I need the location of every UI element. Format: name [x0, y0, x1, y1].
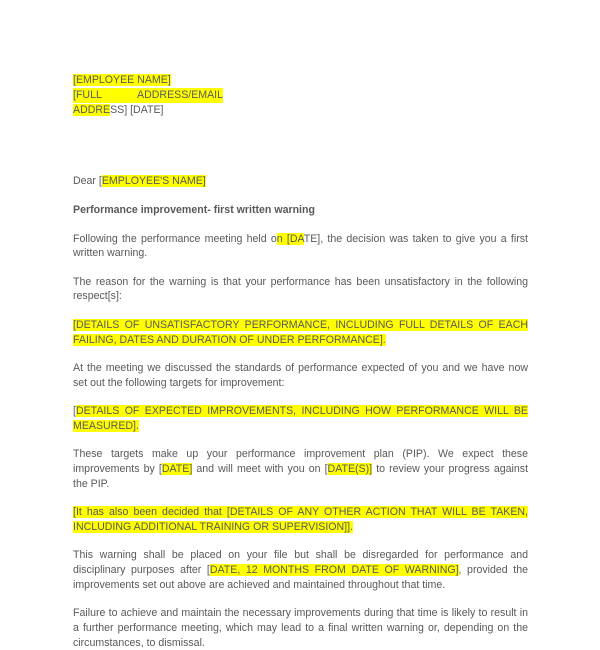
improvements-placeholder: DETAILS OF EXPECTED IMPROVEMENTS, INCLUDING HOW PERFORMANCE WILL BE MEASURED]. [73, 404, 528, 432]
paragraph-reason: The reason for the warning is that your performance has been unsatisfactory in the following respect[s]: [73, 275, 528, 303]
paragraph-details-unsatisfactory [73, 318, 528, 348]
paragraph-pip [73, 447, 528, 491]
paragraph-text: Following the performance meeting held o [73, 232, 277, 245]
date-placeholder: DATE] [161, 462, 193, 475]
address-part-email: ADDRESS/EMAIL [137, 89, 223, 101]
paragraph-text: This warning shall be placed on your file but shall be disregarded for performance and disciplinary purposes after [ [73, 549, 528, 576]
subject-heading: Performance improvement- first written warning [73, 203, 315, 216]
paragraph-expected-improvements [73, 404, 528, 434]
warning-date-placeholder: DATE, 12 MONTHS FROM DATE OF WARNING] [209, 563, 459, 576]
paragraph-text: [ [73, 404, 76, 417]
details-placeholder: [DETAILS OF UNSATISFACTORY PERFORMANCE, INCLUDING FULL DETAILS OF EACH FAILING, DATES AND DURATION OF UNDER PERFORMANCE]. [73, 318, 528, 346]
address-placeholder [73, 88, 223, 103]
employee-name-placeholder: [EMPLOYEE NAME] [73, 74, 171, 86]
address-part-full: [FULL [73, 89, 102, 101]
paragraph-text: These targets make up your performance improvement plan (PIP). We expect these improvements by [ [73, 448, 528, 475]
salutation-name-placeholder: EMPLOYEE'S NAME] [101, 175, 206, 187]
paragraph-failure: Failure to achieve and maintain the necessary improvements during that time is likely to result in a further performance meeting, which may lead to a final written warning or, depending on the circumstances, to dismissal. [73, 606, 528, 649]
address-placeholder-end: ADDRE [73, 104, 111, 116]
other-action-placeholder: [It has also been decided that [DETAILS OF ANY OTHER ACTION THAT WILL BE TAKEN, INCLUDING ADDITIONAL TRAINING OR SUPERVISION]]. [73, 505, 528, 533]
paragraph-text: to review your progress against the PIP. [73, 462, 529, 490]
salutation-prefix: Dear [ [73, 175, 102, 187]
address-block [73, 73, 528, 118]
paragraph-other-action [73, 505, 528, 535]
salutation [73, 174, 528, 189]
date-placeholder: n [DA [276, 232, 304, 245]
paragraph-meeting [73, 232, 528, 262]
paragraph-file-placement [73, 548, 528, 592]
paragraph-text: and will meet with you on [ [192, 462, 328, 475]
paragraph-text: TE], the decision was taken to give you a first written warning. [73, 232, 528, 260]
date-placeholder: SS] [DATE] [110, 104, 164, 116]
paragraph-standards: At the meeting we discussed the standards of performance expected of you and we have now set out the following targets for improvement: [73, 361, 528, 389]
dates-placeholder: DATE(S)] [327, 462, 373, 475]
paragraph-text: , provided the improvements set out above are achieved and maintained throughout that time. [73, 563, 528, 591]
